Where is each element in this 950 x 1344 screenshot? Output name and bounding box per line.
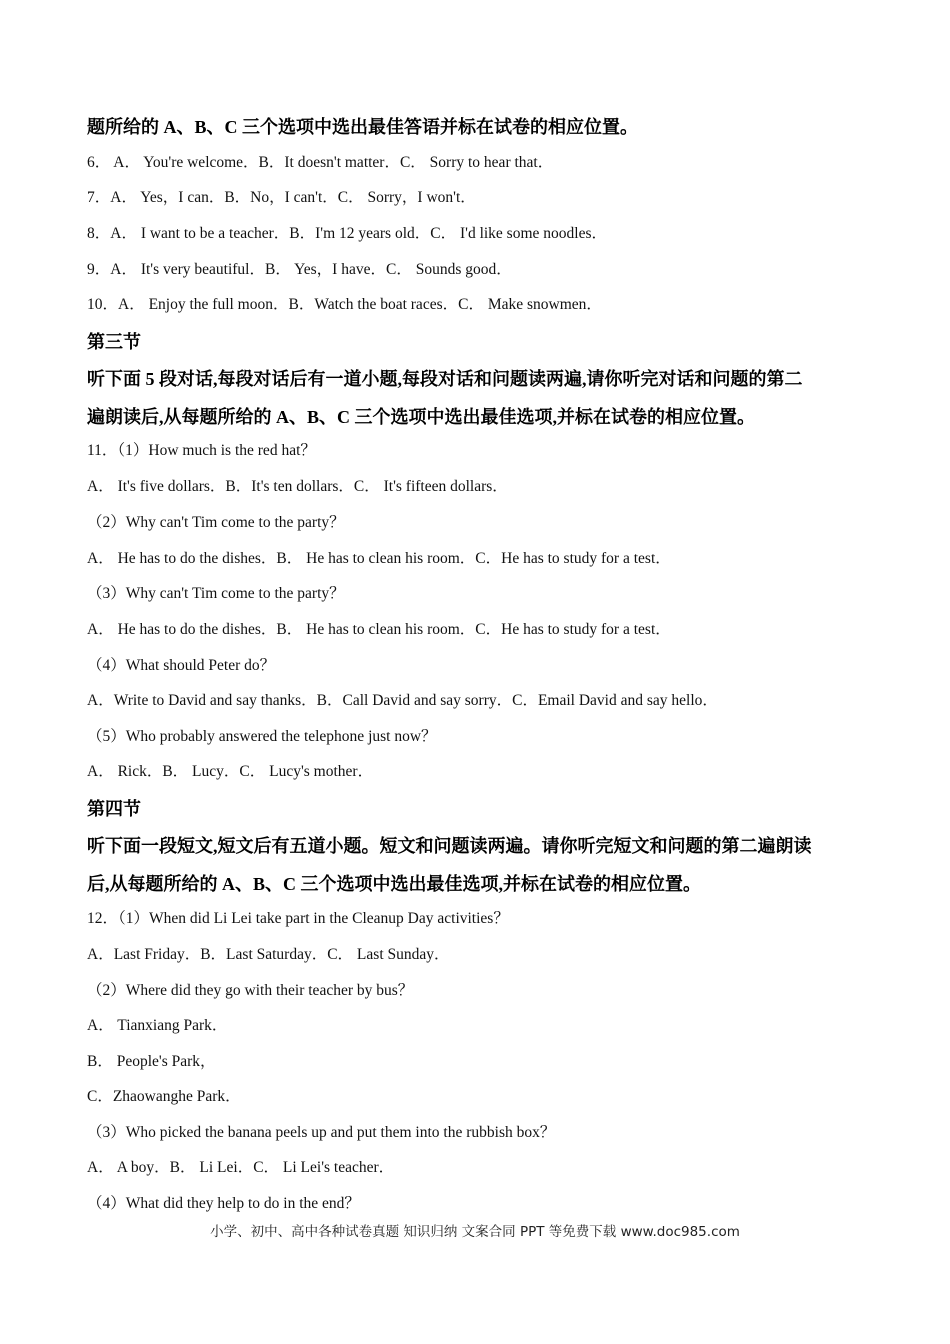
section-heading: 听下面 5 段对话,每段对话后有一道小题,每段对话和问题读两遍,请你听完对话和问题的第二: [87, 369, 803, 389]
question-line: （4）What should Peter do？: [87, 657, 276, 674]
question-line: C．Zhaowanghe Park．: [87, 1088, 241, 1105]
question-line: A． Tianxiang Park．: [87, 1017, 228, 1034]
section-heading: 第四节: [87, 799, 141, 819]
section-heading: 题所给的 A、B、C 三个选项中选出最佳答语并标在试卷的相应位置。: [87, 117, 639, 137]
question-line: 7．A． Yes，I can．B．No，I can't．C． Sorry，I won't．: [87, 189, 476, 206]
section-heading: 遍朗读后,从每题所给的 A、B、C 三个选项中选出最佳选项,并标在试卷的相应位置。: [87, 407, 756, 427]
page-footer: 小学、初中、高中各种试卷真题 知识归纳 文案合同 PPT 等免费下载 www.doc985.com: [210, 1224, 740, 1240]
question-line: A．Write to David and say thanks．B．Call David and say sorry．C．Email David and say hello．: [87, 692, 718, 709]
question-line: （4）What did they help to do in the end？: [87, 1195, 360, 1212]
question-line: （3）Who picked the banana peels up and put them into the rubbish box？: [87, 1124, 556, 1141]
question-line: 11．（1）How much is the red hat？: [87, 442, 316, 459]
question-line: 10．A． Enjoy the full moon．B．Watch the boat races．C． Make snowmen．: [87, 296, 602, 313]
question-line: 9．A． It's very beautiful．B． Yes，I have．C． Sounds good．: [87, 261, 512, 278]
question-line: A．Last Friday．B．Last Saturday．C． Last Sunday．: [87, 946, 450, 963]
question-line: （2）Where did they go with their teacher by bus？: [87, 982, 414, 999]
question-line: 8．A． I want to be a teacher．B．I'm 12 years old．C． I'd like some noodles．: [87, 225, 607, 242]
question-line: A． A boy．B． Li Lei．C． Li Lei's teacher．: [87, 1159, 395, 1176]
section-heading: 第三节: [87, 332, 141, 352]
section-heading: 听下面一段短文,短文后有五道小题。短文和问题读两遍。请你听完短文和问题的第二遍朗读: [87, 836, 812, 856]
question-line: （2）Why can't Tim come to the party？: [87, 514, 345, 531]
question-line: A． He has to do the dishes．B． He has to clean his room．C．He has to study for a test．: [87, 621, 671, 638]
question-line: 12．（1）When did Li Lei take part in the Cleanup Day activities？: [87, 910, 509, 927]
question-line: B． People's Park，: [87, 1053, 216, 1070]
question-line: A． Rick．B． Lucy．C． Lucy's mother．: [87, 763, 374, 780]
section-heading: 后,从每题所给的 A、B、C 三个选项中选出最佳选项,并标在试卷的相应位置。: [87, 874, 702, 894]
question-line: （3）Why can't Tim come to the party？: [87, 585, 345, 602]
question-line: A． He has to do the dishes．B． He has to clean his room．C．He has to study for a test．: [87, 550, 671, 567]
question-line: 6． A． You're welcome．B．It doesn't matter．C． Sorry to hear that．: [87, 154, 554, 171]
question-line: （5）Who probably answered the telephone just now？: [87, 728, 437, 745]
question-line: A． It's five dollars．B．It's ten dollars．C． It's fifteen dollars．: [87, 478, 508, 495]
